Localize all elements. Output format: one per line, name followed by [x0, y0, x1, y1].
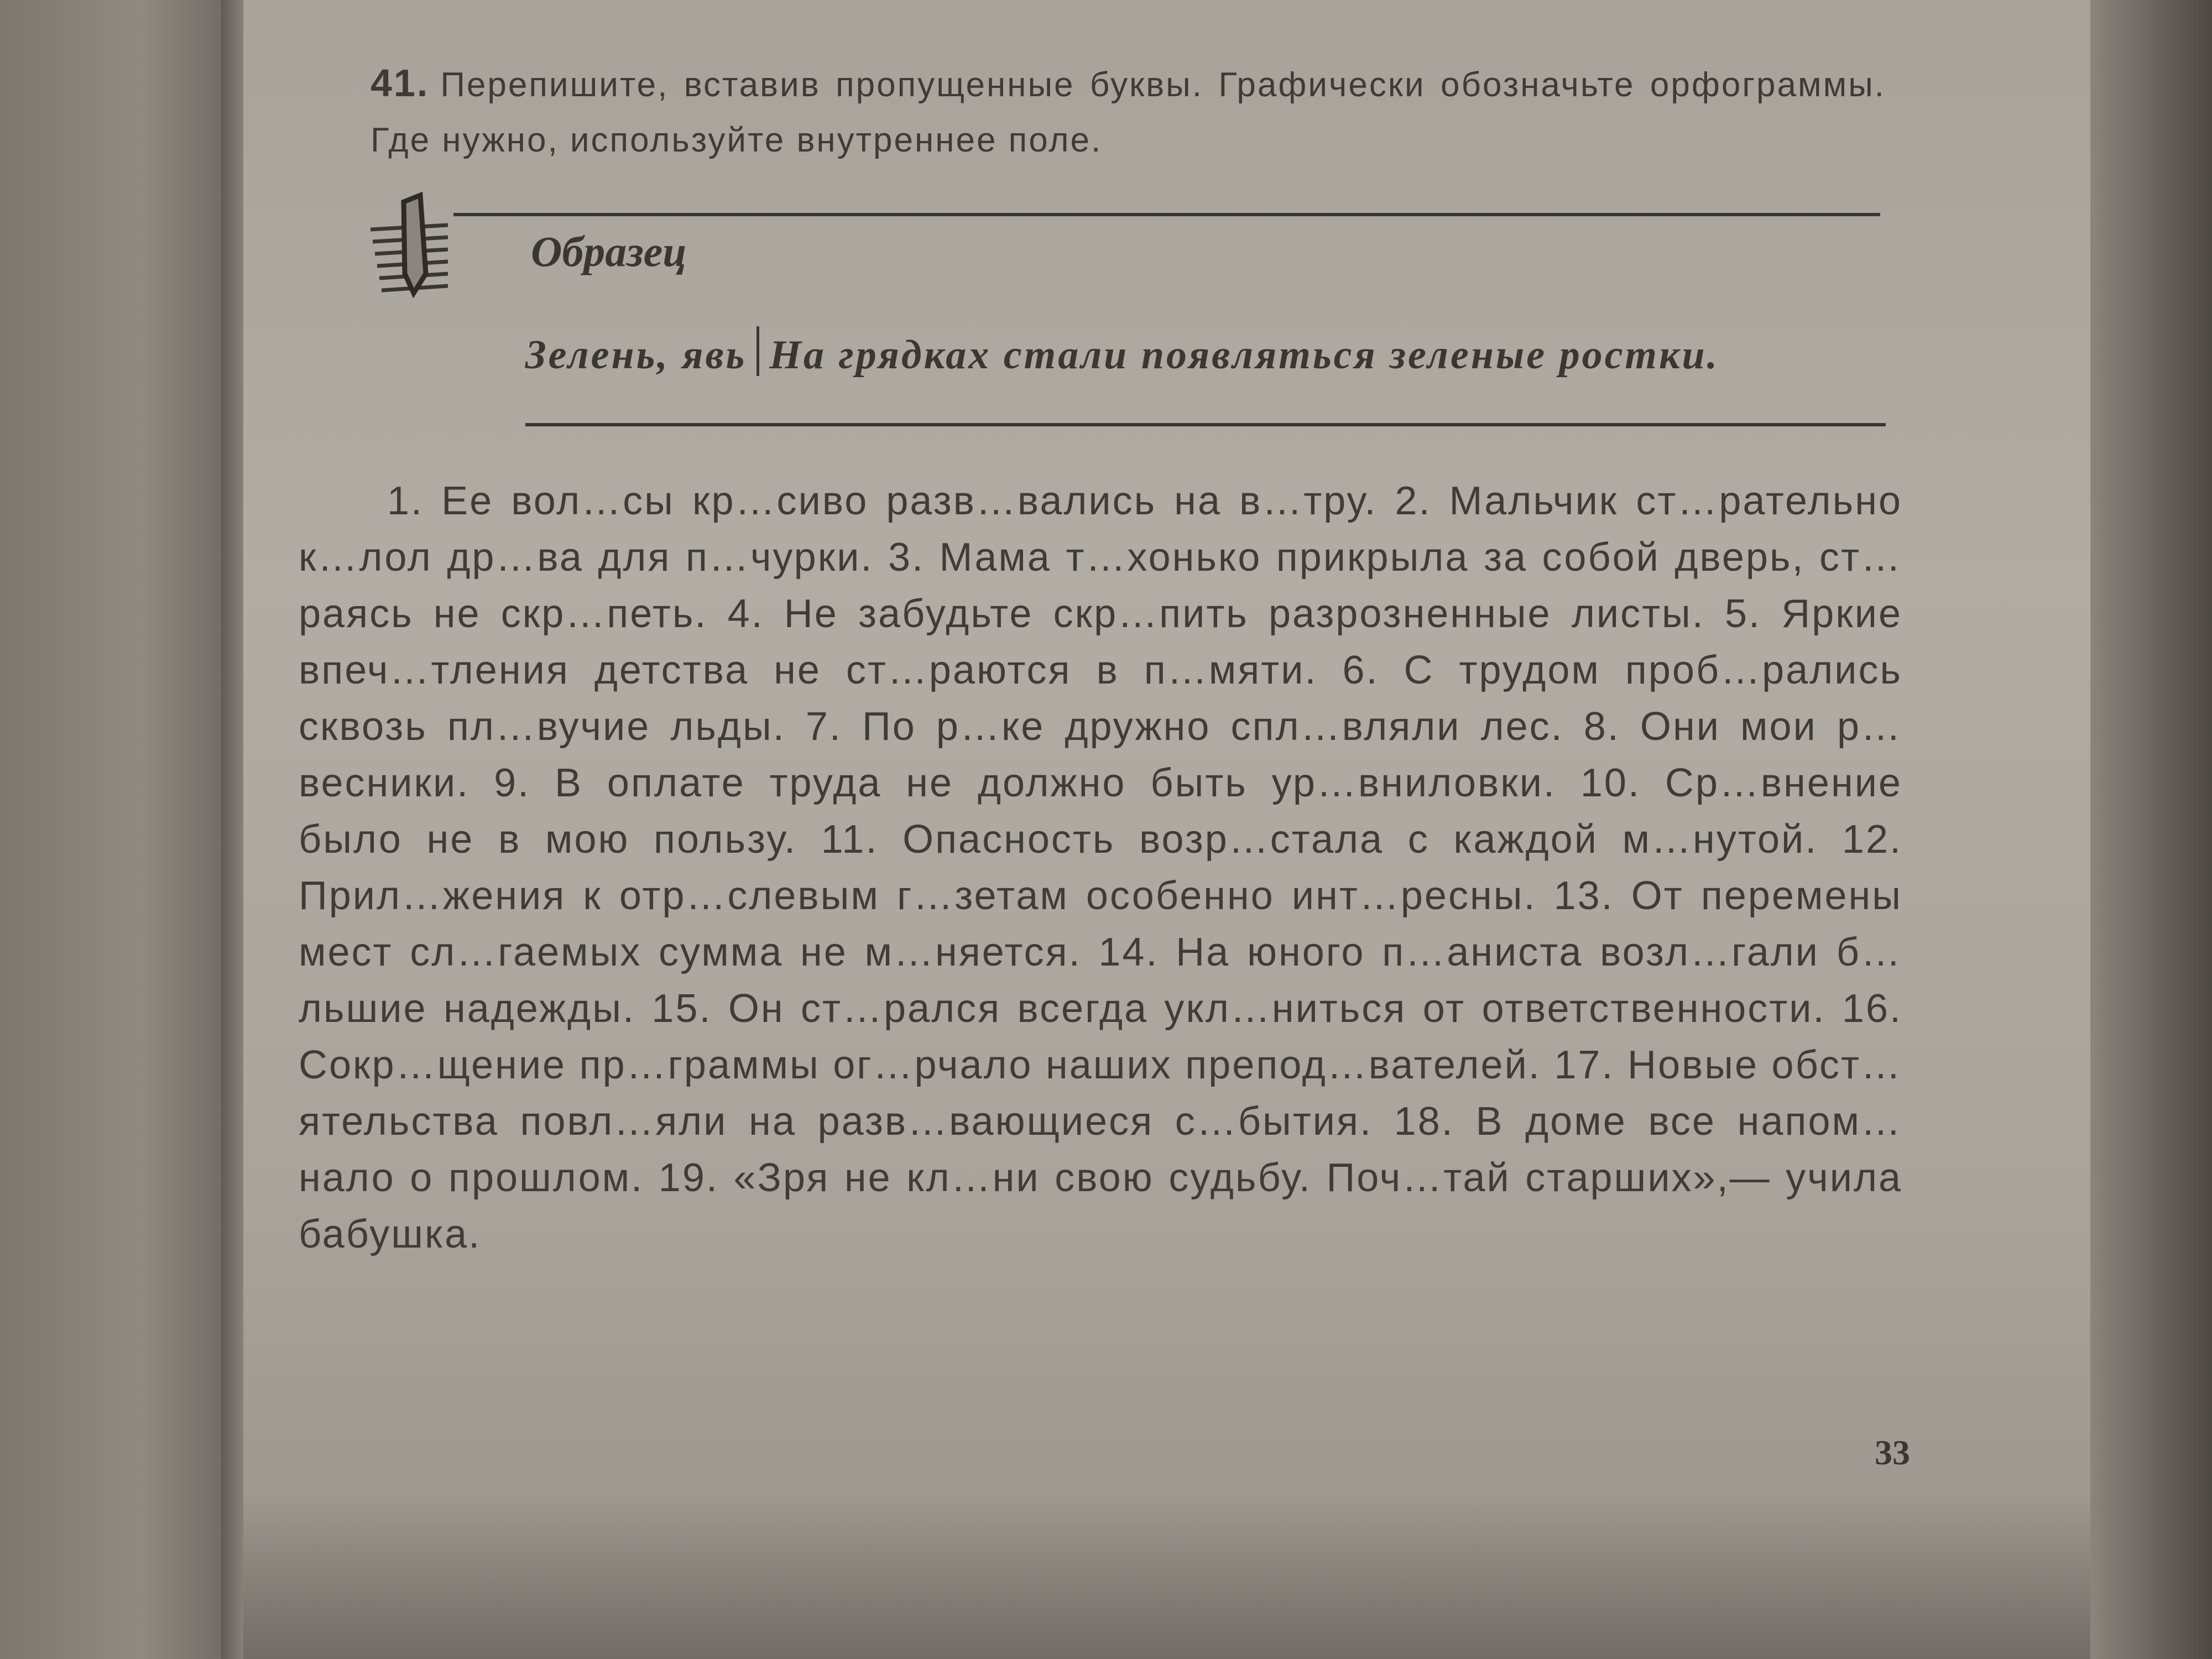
task-text: Перепишите, вставив пропущенные буквы. Графически обозначьте орфограммы. Где нужно, используйте внутреннее поле. [371, 66, 1886, 159]
page-edge [2090, 0, 2212, 1659]
sample-divider [757, 326, 759, 376]
sample-words: Зелень, явь [525, 332, 747, 378]
task-number: 41. [371, 61, 430, 105]
sample-top-rule [453, 213, 1880, 216]
pencil-icon [365, 191, 465, 301]
task-instruction [371, 55, 1886, 168]
sample-example [525, 326, 1719, 379]
page-shadow [243, 1493, 2090, 1659]
sample-sentence: На грядках стали появляться зеленые ростки. [769, 332, 1720, 378]
sample-bottom-rule [525, 423, 1886, 426]
facing-page [0, 0, 232, 1659]
sample-title: Образец [531, 227, 687, 275]
page-number: 33 [1875, 1433, 1910, 1472]
exercise-text: 1. Ее вол…сы кр…сиво разв…вались на в…тру. 2. Мальчик ст…рательно к…лол др…ва для п…чурки. 3. Мама т…хонько прикрыла за собой дверь, ст…раясь не скр…петь. 4. Не забудьте скр…пить разрозненные листы. 5. Яркие впеч…тления детства не ст…раются в п…мяти. 6. С трудом проб…рались сквозь пл…вучие льды. 7. По р…ке дружно спл…вляли лес. 8. Они мои р…весники. 9. В оплате труда не должно быть ур…вниловки. 10. Ср…внение было не в мою пользу. 11. Опасность возр…стала с каждой м…нутой. 12. Прил…жения к отр…слевым г…зетам особенно инт…ресны. 13. От перемены мест сл…гаемых сумма не м…няется. 14. На юного п…аниста возл…гали б…льшие надежды. 15. Он ст…рался всегда укл…ниться от ответственности. 16. Сокр…щение пр…граммы ог…рчало наших препод…вателей. 17. Новые обст…ятельства повл…яли на разв…вающиеся с…бытия. 18. В доме все напом…нало о прошлом. 19. «Зря не кл…ни свою судьбу. Поч…тай старших»,— учила бабушка. [299, 479, 1902, 1256]
